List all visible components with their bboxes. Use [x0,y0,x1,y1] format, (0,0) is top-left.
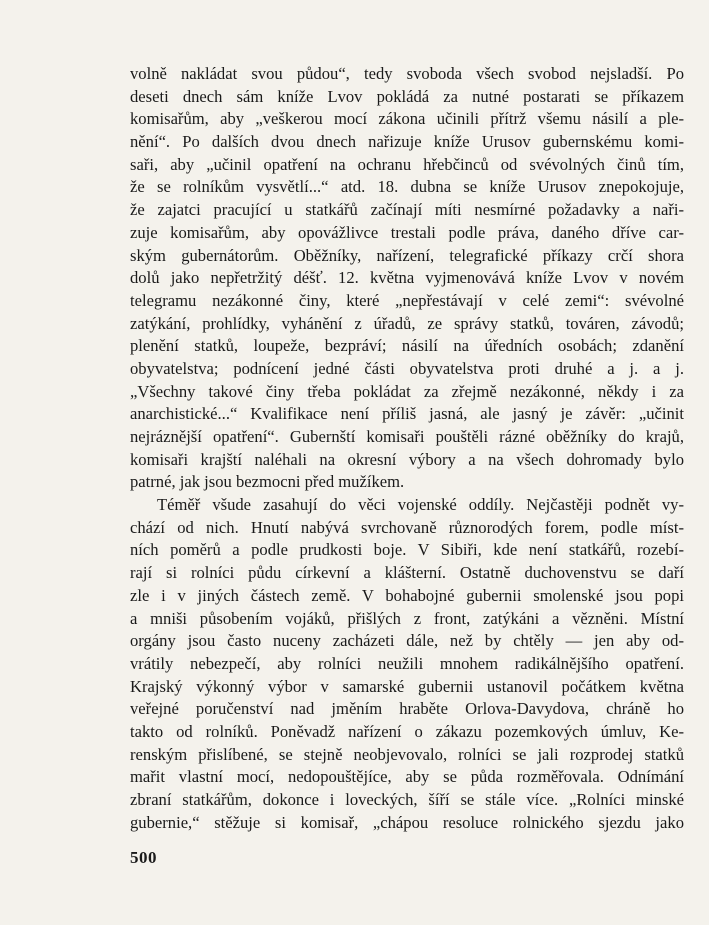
text-line: zuje komisařům, aby opovážlivce trestali podle práva, daného dříve car- [130,222,684,242]
text-line: veřejné poručenství nad jměním hraběte Orlova-Davydova, chráně ho [130,699,684,719]
text-line: rají si rolníci půdu církevní a klášterní. Ostatně duchovenstvu se daří [130,563,684,583]
text-line: renským přislíbené, se stejně neobjevovalo, rolníci se jali rozprodej statků [130,744,684,764]
text-line: patrné, jak jsou bezmocni před mužíkem. [130,472,405,492]
page-number: 500 [130,848,157,867]
text-line: takto od rolníků. Poněvadž nařízení o zákazu pozemkových úmluv, Ke- [130,721,684,741]
text-line: ským gubernátorům. Oběžníky, nařízení, telegrafické příkazy crčí shora [130,245,684,265]
text-line: že zajatci pracující u statkářů začínají míti nesmírné požadavky a naři- [130,200,684,220]
text-line: komisařům, aby „veškerou mocí zákona učinili přítrž všemu násilí a ple- [130,109,684,129]
text-line: chází od nich. Hnutí nabývá svrchovaně různorodých forem, podle míst- [130,517,684,537]
text-line: komisaři krajští naléhali na okresní výbory a na všech dohromady bylo [130,449,684,469]
text-line: plenění statků, loupeže, bezpráví; násilí na úředních osobách; zdanění [130,336,684,356]
text-line: saři, aby „učinil opatření na ochranu hřebčinců od svévolných činů tím, [130,154,684,174]
text-line: vrátily nebezpečí, aby rolníci neužili mnohem radikálnějšího opatření. [130,653,684,673]
text-line: ních poměrů a podle prudkosti boje. V Sibiři, kde není statkářů, rozebí- [130,540,684,560]
text-line: telegramu nezákonné činy, které „nepřestávají v celé zemi“: svévolné [130,290,684,310]
text-line: dolů jako nepřetržitý déšť. 12. května vyjmenovává kníže Lvov v novém [130,268,684,288]
text-line: obyvatelstva; podnícení jedné části obyvatelstva proti druhé a j. a j. [130,358,684,378]
text-line: nění“. Po dalších dvou dnech nařizuje kníže Urusov gubernskému komi- [130,132,684,152]
text-line: Krajský výkonný výbor v samarské gubernii ustanovil počátkem května [130,676,684,696]
text-line: nejráznější opatření“. Gubernští komisaři pouštěli rázné oběžníky do krajů, [130,427,684,446]
text-line: zatýkání, prohlídky, vyhánění z úřadů, ze správy statků, továren, závodů; [130,313,684,333]
text-line: Téměř všude zasahují do věci vojenské oddíly. Nejčastěji podnět vy- [157,495,684,515]
body-text [130,63,684,834]
text-line: volně nakládat svou půdou“, tedy svoboda všech svobod nejsladší. Po [130,64,684,83]
text-line: „Všechny takové činy třeba pokládat za zřejmě nezákonné, někdy i za [130,381,684,401]
text-line: deseti dnech sám kníže Lvov pokládá za nutné postarati se příkazem [130,86,684,106]
text-line: zle i v jiných částech země. V bohabojné gubernii smolenské jsou popi [130,585,684,605]
text-line: že se rolníkům vysvětlí...“ atd. 18. dubna se kníže Urusov znepokojuje, [130,177,684,197]
paragraph-2 [130,494,684,834]
text-line: anarchistické...“ Kvalifikace není příliš jasná, ale jasný je závěr: „učinit [130,404,684,424]
paragraph-1 [130,63,684,494]
text-line: a mniši působením vojáků, přišlých z front, zatýkáni a vězněni. Místní [130,608,684,628]
text-line: mařit vlastní mocí, nedopouštějíce, aby se půda rozměřovala. Odnímání [130,767,684,787]
text-line: orgány jsou často nuceny zacházeti dále, než by chtěly — jen aby od- [130,631,684,651]
text-line: zbraní statkářům, dokonce i loveckých, šíří se stále více. „Rolníci minské [130,790,684,809]
text-line: gubernie,“ stěžuje si komisař, „chápou resoluce rolnického sjezdu jako [130,812,684,832]
